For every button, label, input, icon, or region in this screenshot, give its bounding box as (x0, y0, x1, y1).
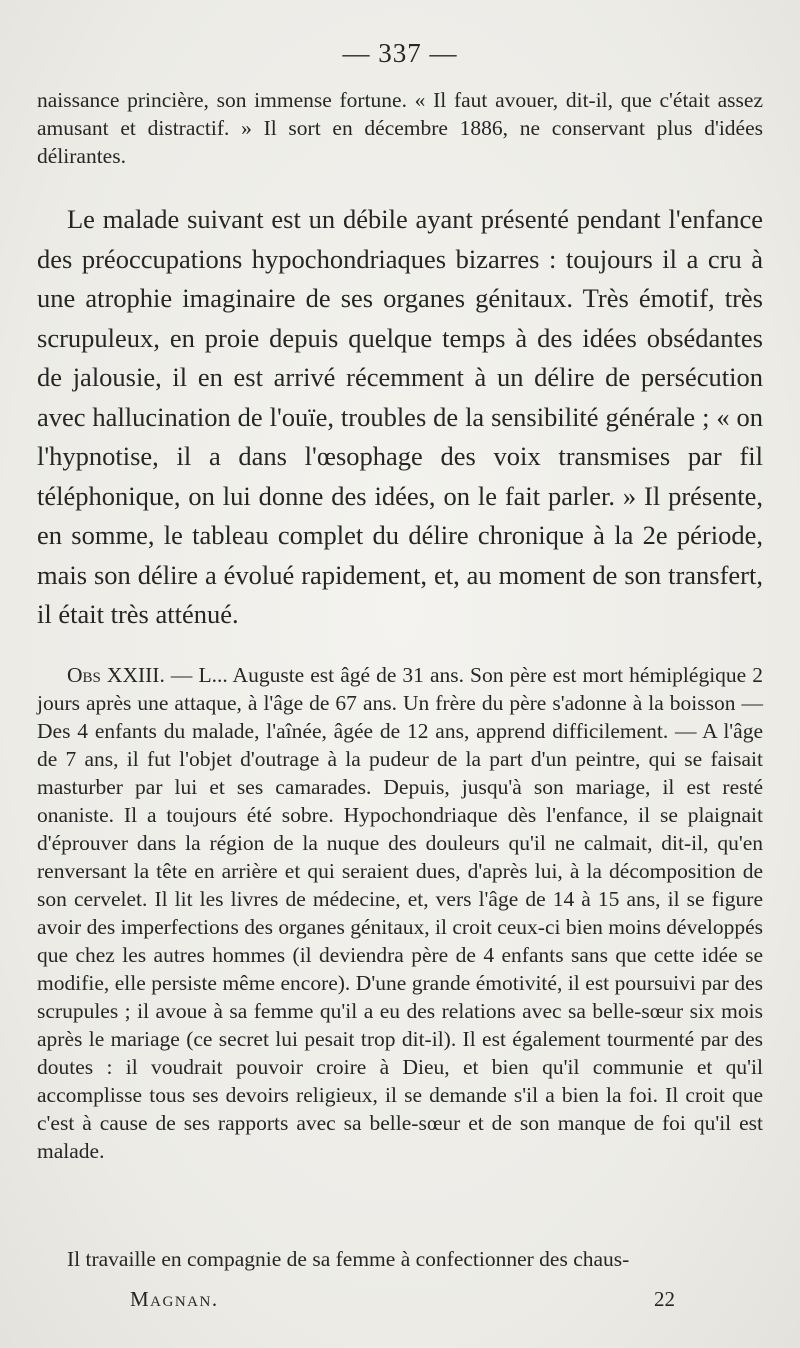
observation-label: Obs XXIII. (67, 663, 165, 687)
page-number: — 337 — (342, 38, 458, 68)
paragraph-observation (37, 661, 763, 1165)
paragraph-final-line: Il travaille en compagnie de sa femme à confectionner des chaus- (67, 1247, 630, 1271)
observation-text: — L... Auguste est âgé de 31 ans. Son père est mort hémiplégique 2 jours après une attaque, à l'âge de 67 ans. Un frère du père s'adonne à la boisson — Des 4 enfants du malade, l'aînée, âgée de 12 ans, apprend difficilement. — A l'âge de 7 ans, il fut l'objet d'outrage à la pudeur de la part d'un peintre, qui se faisait masturber par lui et ses camarades. Depuis, jusqu'à son mariage, il est resté onaniste. Il a toujours été sobre. Hypochondriaque dès l'enfance, il se plaignait d'éprouver dans la région de la nuque des douleurs qu'il ne calmait, dit-il, qu'en renversant la tête en arrière et qui seraient dues, d'après lui, à la décomposition de son cervelet. Il lit les livres de médecine, et, vers l'âge de 14 à 15 ans, il se figure avoir des imperfections des organes génitaux, il croit ceux-ci bien moins développés que chez les autres hommes (il deviendra père de 4 enfants sans que cette idée se modifie, elle persiste même encore). D'une grande émotivité, il est poursuivi par des scrupules ; il avoue à sa femme qu'il a eu des relations avec sa belle-sœur six mois après le mariage (ce secret lui pesait trop dit-il). Il est également tourmenté par des doutes : il voudrait pouvoir croire à Dieu, et bien qu'il communie et qu'il accomplisse tous ses devoirs religieux, il se demande s'il a bien la foi. Il croit que c'est à cause de ses rapports avec sa belle-sœur et de son manque de foi qu'il est malade. (37, 663, 764, 1163)
paragraph-main: Le malade suivant est un débile ayant présenté pendant l'enfance des préoccupations hypochondriaques bizarres : toujours il a cru à une atrophie imaginaire de ses organes génitaux. Très émotif, très scrupuleux, en proie depuis quelque temps à des idées obsédantes de jalousie, il en est arrivé récemment à un délire de persécution avec hallucination de l'ouïe, troubles de la sensibilité générale ; « on l'hypnotise, il a dans l'œsophage des voix transmises par fil téléphonique, on lui donne des idées, on le fait parler. » Il présente, en somme, le tableau complet du délire chronique à la 2e période, mais son délire a évolué rapidement, et, au moment de son transfert, il était très atténué. (37, 204, 763, 629)
footer-signature-mark: 22 (654, 1287, 675, 1311)
paragraph-continuation: naissance princière, son immense fortune. « Il faut avouer, dit-il, que c'était assez amusant et distractif. » Il sort en décembre 1886, ne conservant plus d'idées délirantes. (37, 88, 763, 168)
footer-author: Magnan. (130, 1287, 219, 1311)
